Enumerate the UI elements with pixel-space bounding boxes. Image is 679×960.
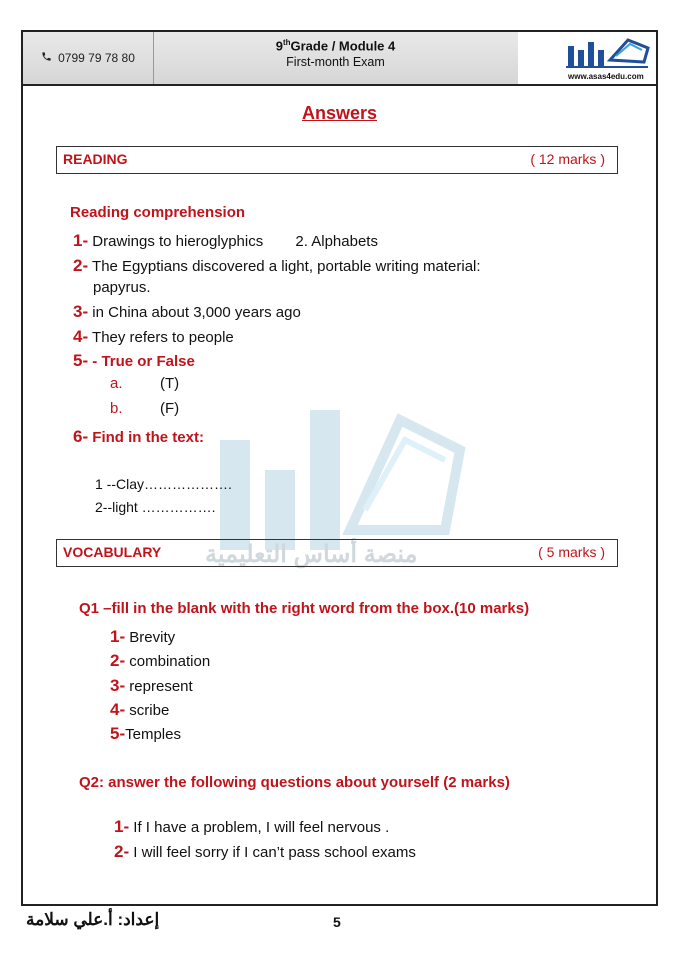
reading-item-2-cont: papyrus. (93, 279, 151, 296)
watermark-text: منصة أساس التعليمية (205, 541, 418, 568)
reading-label: READING (63, 151, 128, 167)
vocabulary-label: VOCABULARY (63, 544, 162, 560)
exam-name: First-month Exam (286, 55, 385, 70)
logo-url: www.asas4edu.com (568, 72, 644, 81)
reading-item-5: 5- - True or False (73, 351, 195, 370)
header-center (153, 32, 519, 84)
page-number: 5 (333, 914, 341, 930)
page-title: Answers (301, 103, 378, 123)
reading-item-3: 3- in China about 3,000 years ago (73, 302, 301, 321)
asas-logo-icon (518, 32, 656, 72)
reading-marks: ( 12 marks ) (530, 151, 605, 167)
reading-heading: Reading comprehension (70, 204, 246, 221)
reading-item-2: 2- The Egyptians discovered a light, portable writing material: (73, 256, 481, 275)
q1-item-3: 3- represent (110, 676, 193, 695)
q1-item-5: 5-Temples (110, 724, 181, 743)
header-bar (21, 30, 658, 86)
reading-item-6: 6- Find in the text: (73, 427, 204, 446)
phone-icon (41, 51, 52, 65)
reading-item-1: 1- Drawings to hieroglyphics 2. Alphabets (73, 231, 378, 250)
q2-heading: Q2: answer the following questions about yourself (2 marks) (79, 774, 510, 791)
q1-item-1: 1- Brevity (110, 627, 176, 646)
q2-item-2: 2- I will feel sorry if I can’t pass school exams (114, 842, 416, 861)
grade-module: 9thGrade / Module 4 (275, 38, 396, 54)
vocabulary-marks: ( 5 marks ) (538, 544, 605, 560)
tf-item-a: a. (T) (110, 375, 180, 392)
q1-item-4: 4- scribe (110, 700, 170, 719)
footer-author: إعداد: أ.علي سلامة (26, 910, 160, 929)
find-item-2: 2--light ……………. (95, 499, 216, 515)
find-item-1: 1 --Clay………………. (95, 476, 232, 492)
phone-contact (23, 32, 154, 84)
phone-number: 0799 79 78 80 (58, 51, 135, 65)
reading-item-4: 4- They refers to people (73, 327, 234, 346)
reading-section-box (56, 146, 618, 174)
q1-item-2: 2- combination (110, 651, 211, 670)
tf-item-b: b. (F) (110, 400, 180, 417)
q2-item-1: 1- If I have a problem, I will feel nervous . (114, 817, 390, 836)
asas-logo (518, 32, 656, 84)
vocabulary-section-box (56, 539, 618, 567)
q1-heading: Q1 –fill in the blank with the right word from the box.(10 marks) (79, 600, 530, 617)
